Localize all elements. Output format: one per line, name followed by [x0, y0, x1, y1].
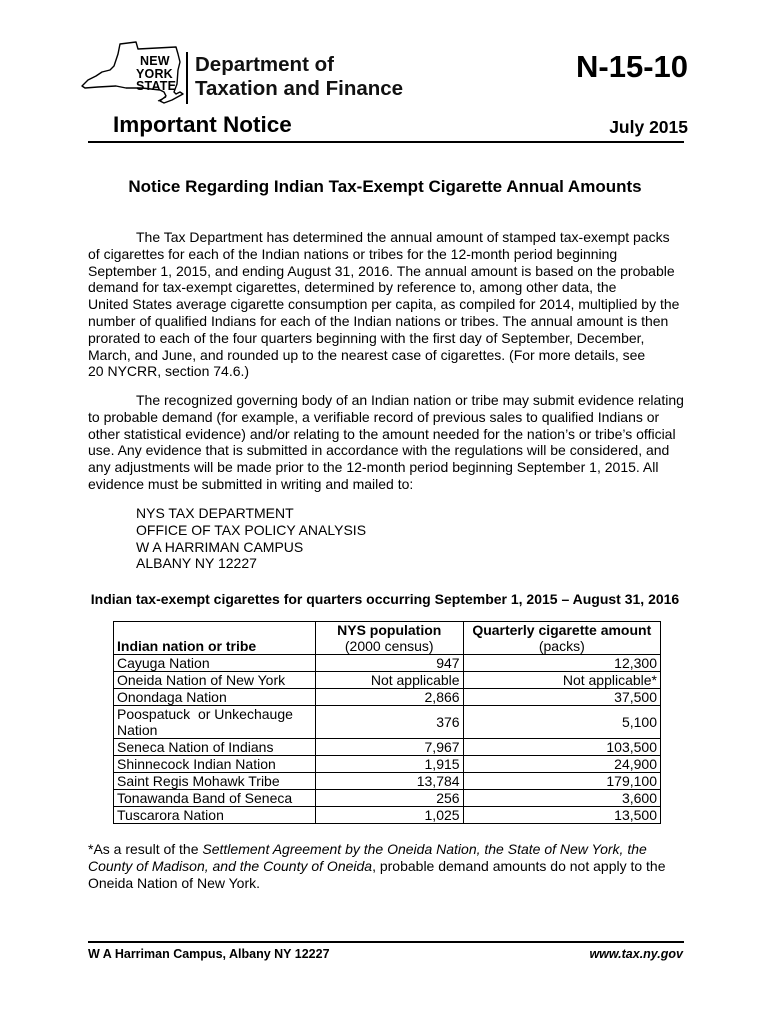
cell-nation: Cayuga Nation	[114, 655, 316, 672]
footnote-line: Oneida Nation of New York.	[88, 875, 260, 891]
paragraph-line: to probable demand (for example, a verifiable record of previous sales to qualified Indians or	[88, 408, 660, 425]
cell-nation: Tuscarora Nation	[114, 807, 316, 824]
paragraph-line: other statistical evidence) and/or relating to the amount needed for the nation’s or tribe’s official	[88, 425, 676, 442]
cell-amount: 179,100	[463, 773, 660, 790]
paragraph-line: prorated to each of the four quarters beginning with the first day of September, December,	[88, 329, 645, 346]
header-amount-sub: (packs)	[538, 638, 585, 654]
paragraph-line: use. Any evidence that is submitted in accordance with the regulations will be considered, and	[88, 442, 670, 459]
state-wordmark	[136, 55, 176, 93]
table-row	[114, 790, 661, 807]
paragraph-line: evidence must be submitted in writing and mailed to:	[88, 475, 414, 492]
footnote-italic: County of Madison, and the County of Oneida	[88, 858, 373, 874]
cell-amount: 103,500	[463, 739, 660, 756]
cell-amount: 5,100	[463, 706, 660, 739]
table-header-row	[114, 622, 661, 655]
notice-title: Important Notice	[113, 112, 292, 137]
cell-population: 256	[315, 790, 463, 807]
footnote-line	[88, 841, 684, 858]
cell-nation-line2: Nation	[117, 722, 158, 738]
cell-population: 2,866	[315, 689, 463, 706]
table-row	[114, 672, 661, 689]
form-number: N-15-10	[576, 49, 688, 84]
cell-population: 1,915	[315, 756, 463, 773]
cell-nation: Seneca Nation of Indians	[114, 739, 316, 756]
header-nation: Indian nation or tribe	[114, 622, 316, 655]
paragraph-line: any adjustments will be made prior to the 12-month period beginning September 1, 2015. All	[88, 459, 659, 476]
paragraph-line: 20 NYCRR, section 74.6.)	[88, 363, 250, 380]
cell-population: 1,025	[315, 807, 463, 824]
cell-nation: Onondaga Nation	[114, 689, 316, 706]
header-amount-label: Quarterly cigarette amount	[472, 622, 652, 638]
cell-amount: 3,600	[463, 790, 660, 807]
state-line-new: NEW	[140, 54, 170, 68]
cell-nation: Shinnecock Indian Nation	[114, 756, 316, 773]
cell-amount: Not applicable*	[463, 672, 660, 689]
cell-amount: 13,500	[463, 807, 660, 824]
footnote-italic: Settlement Agreement by the Oneida Nation, the State of New York, the	[202, 841, 647, 857]
footnote	[88, 841, 684, 892]
header-amount	[463, 622, 660, 655]
cell-amount: 37,500	[463, 689, 660, 706]
footnote-text: *As a result of the	[88, 841, 203, 857]
cell-population: 947	[315, 655, 463, 672]
header-population-sub: (2000 census)	[344, 638, 434, 654]
cell-nation: Oneida Nation of New York	[114, 672, 316, 689]
paragraph-line: United States average cigarette consumption per capita, as compiled for 2014, multiplied by the	[88, 296, 680, 313]
header-population	[315, 622, 463, 655]
logo-divider	[186, 52, 188, 104]
address-line: OFFICE OF TAX POLICY ANALYSIS	[136, 521, 367, 538]
header-population-label: NYS population	[337, 622, 442, 638]
cell-nation	[114, 706, 316, 739]
paragraph-line: number of qualified Indians for each of the Indian nations or tribes. The annual amount is then	[88, 312, 669, 329]
table-row	[114, 773, 661, 790]
cell-amount: 24,900	[463, 756, 660, 773]
cell-population: 376	[315, 706, 463, 739]
notice-date: July 2015	[609, 117, 688, 137]
state-line-york: YORK	[136, 66, 173, 81]
table-row	[114, 756, 661, 773]
table-row	[114, 807, 661, 824]
address-line: ALBANY NY 12227	[136, 555, 257, 572]
table-row	[114, 706, 661, 739]
cell-nation: Saint Regis Mohawk Tribe	[114, 773, 316, 790]
paragraph-1	[88, 229, 684, 380]
table-caption: Indian tax-exempt cigarettes for quarters occurring September 1, 2015 – August 31, 2016	[90, 591, 680, 607]
paragraph-line: of cigarettes for each of the Indian nations or tribes for the 12-month period beginning	[88, 245, 618, 262]
footer-rule	[88, 941, 684, 943]
mailing-address	[136, 505, 366, 572]
footer-website-link[interactable]: www.tax.ny.gov	[589, 947, 683, 961]
cell-amount: 12,300	[463, 655, 660, 672]
table-row	[114, 689, 661, 706]
paragraph-line: demand for tax-exempt cigarettes, determined by reference to, among other data, the	[88, 279, 617, 296]
paragraph-line: The recognized governing body of an Indian nation or tribe may submit evidence relating	[136, 392, 684, 408]
header-rule	[88, 141, 684, 143]
cell-population: 13,784	[315, 773, 463, 790]
paragraph-2	[88, 392, 684, 493]
footnote-line	[88, 858, 684, 875]
document-heading: Notice Regarding Indian Tax-Exempt Cigarette Annual Amounts	[128, 177, 642, 196]
cell-population: Not applicable	[315, 672, 463, 689]
address-line: NYS TAX DEPARTMENT	[136, 505, 294, 521]
state-line-state: STATE	[136, 79, 177, 93]
department-name-line2: Taxation and Finance	[195, 77, 404, 100]
paragraph-line: The Tax Department has determined the annual amount of stamped tax-exempt packs	[136, 229, 670, 245]
address-line: W A HARRIMAN CAMPUS	[136, 538, 304, 555]
footnote-text: , probable demand amounts do not apply to the	[372, 858, 666, 874]
footer-address: W A Harriman Campus, Albany NY 12227	[88, 947, 330, 961]
cell-population: 7,967	[315, 739, 463, 756]
table-row	[114, 655, 661, 672]
allocation-table	[113, 621, 661, 824]
cell-nation: Tonawanda Band of Seneca	[114, 790, 316, 807]
cell-nation-line1: Poospatuck or Unkechauge	[117, 706, 293, 722]
department-name-line1: Department of	[195, 53, 334, 76]
paragraph-line: September 1, 2015, and ending August 31, 2016. The annual amount is based on the probable	[88, 262, 675, 279]
paragraph-line: March, and June, and rounded up to the nearest case of cigarettes. (For more details, see	[88, 346, 646, 363]
table-row	[114, 739, 661, 756]
